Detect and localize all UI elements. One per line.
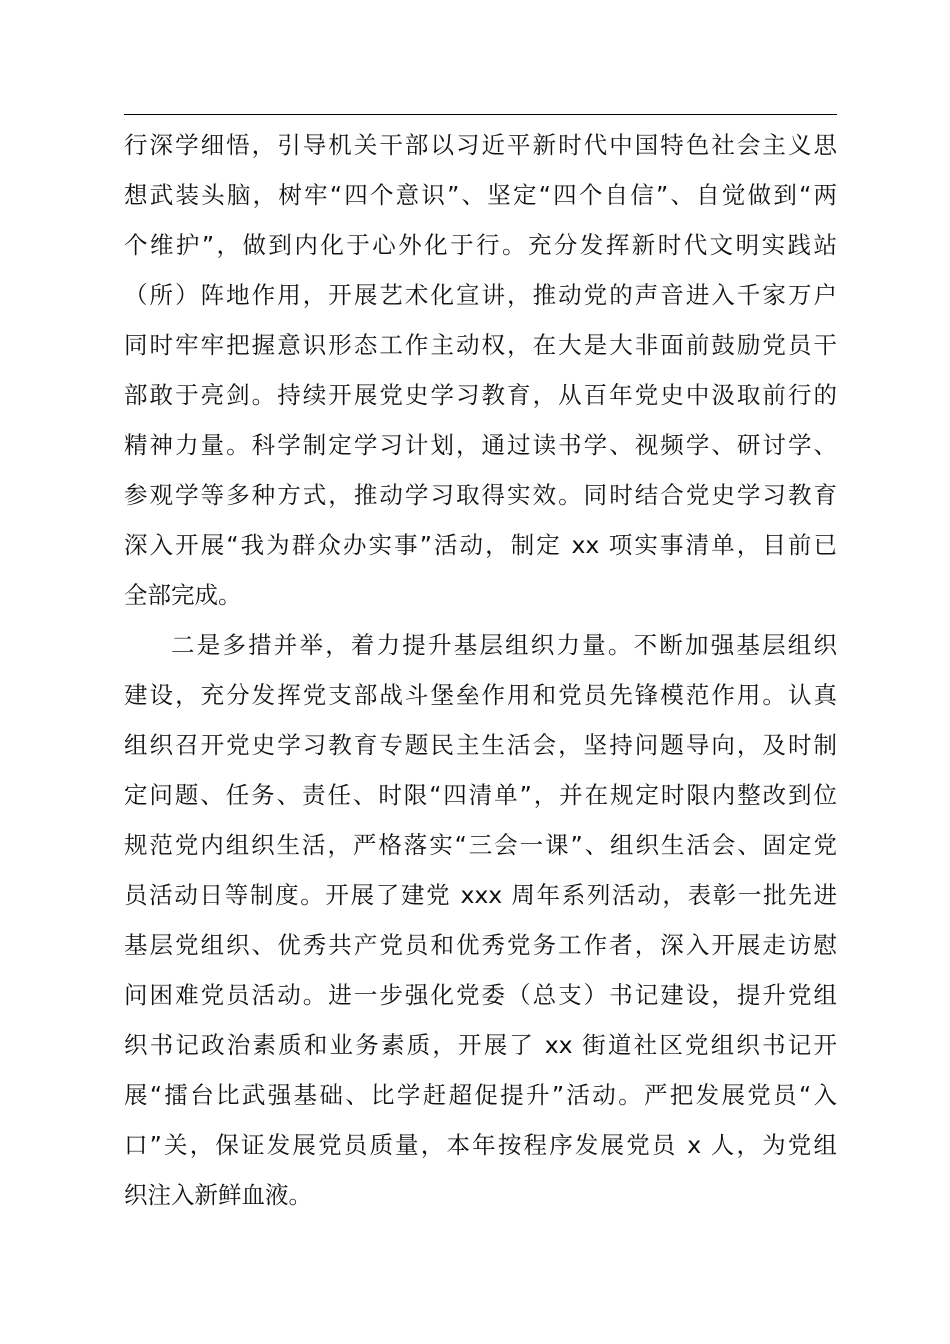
text-line: 口”关，保证发展党员质量，本年按程序发展党员 x 人，为党组 xyxy=(124,1131,837,1159)
text-line: 全部完成。 xyxy=(124,581,242,609)
text-line: 同时牢牢把握意识形态工作主动权，在大是大非面前鼓励党员干 xyxy=(124,331,837,359)
text-line: 二是多措并举，着力提升基层组织力量。不断加强基层组织 xyxy=(171,631,837,659)
text-line: 个维护”，做到内化于心外化于行。充分发挥新时代文明实践站 xyxy=(124,231,837,259)
text-line: 问困难党员活动。进一步强化党委（总支）书记建设，提升党组 xyxy=(124,981,837,1009)
text-line: 深入开展“我为群众办实事”活动，制定 xx 项实事清单，目前已 xyxy=(124,531,837,559)
text-line: 精神力量。科学制定学习计划，通过读书学、视频学、研讨学、 xyxy=(124,431,837,459)
text-line: 员活动日等制度。开展了建党 xxx 周年系列活动，表彰一批先进 xyxy=(124,881,837,909)
text-line: 建设，充分发挥党支部战斗堡垒作用和党员先锋模范作用。认真 xyxy=(124,681,837,709)
text-line: 织书记政治素质和业务素质，开展了 xx 街道社区党组织书记开 xyxy=(124,1031,837,1059)
text-line: 部敢于亮剑。持续开展党史学习教育，从百年党史中汲取前行的 xyxy=(124,381,837,409)
paragraph-2 xyxy=(124,620,837,1220)
text-line: 定问题、任务、责任、时限“四清单”，并在规定时限内整改到位 xyxy=(124,781,837,809)
text-line: 基层党组织、优秀共产党员和优秀党务工作者，深入开展走访慰 xyxy=(124,931,837,959)
paragraph-1 xyxy=(124,120,837,620)
text-line: 行深学细悟，引导机关干部以习近平新时代中国特色社会主义思 xyxy=(124,131,837,159)
header-rule xyxy=(124,114,837,115)
text-line: 展“擂台比武强基础、比学赶超促提升”活动。严把发展党员“入 xyxy=(124,1081,837,1109)
text-line: 组织召开党史学习教育专题民主生活会，坚持问题导向，及时制 xyxy=(124,731,837,759)
text-line: 规范党内组织生活，严格落实“三会一课”、组织生活会、固定党 xyxy=(124,831,837,859)
text-line: 参观学等多种方式，推动学习取得实效。同时结合党史学习教育 xyxy=(124,481,837,509)
text-line: 织注入新鲜血液。 xyxy=(124,1181,312,1209)
document-body xyxy=(124,120,837,1220)
text-line: 想武装头脑，树牢“四个意识”、坚定“四个自信”、自觉做到“两 xyxy=(124,181,837,209)
text-line: （所）阵地作用，开展艺术化宣讲，推动党的声音进入千家万户 xyxy=(124,281,837,309)
